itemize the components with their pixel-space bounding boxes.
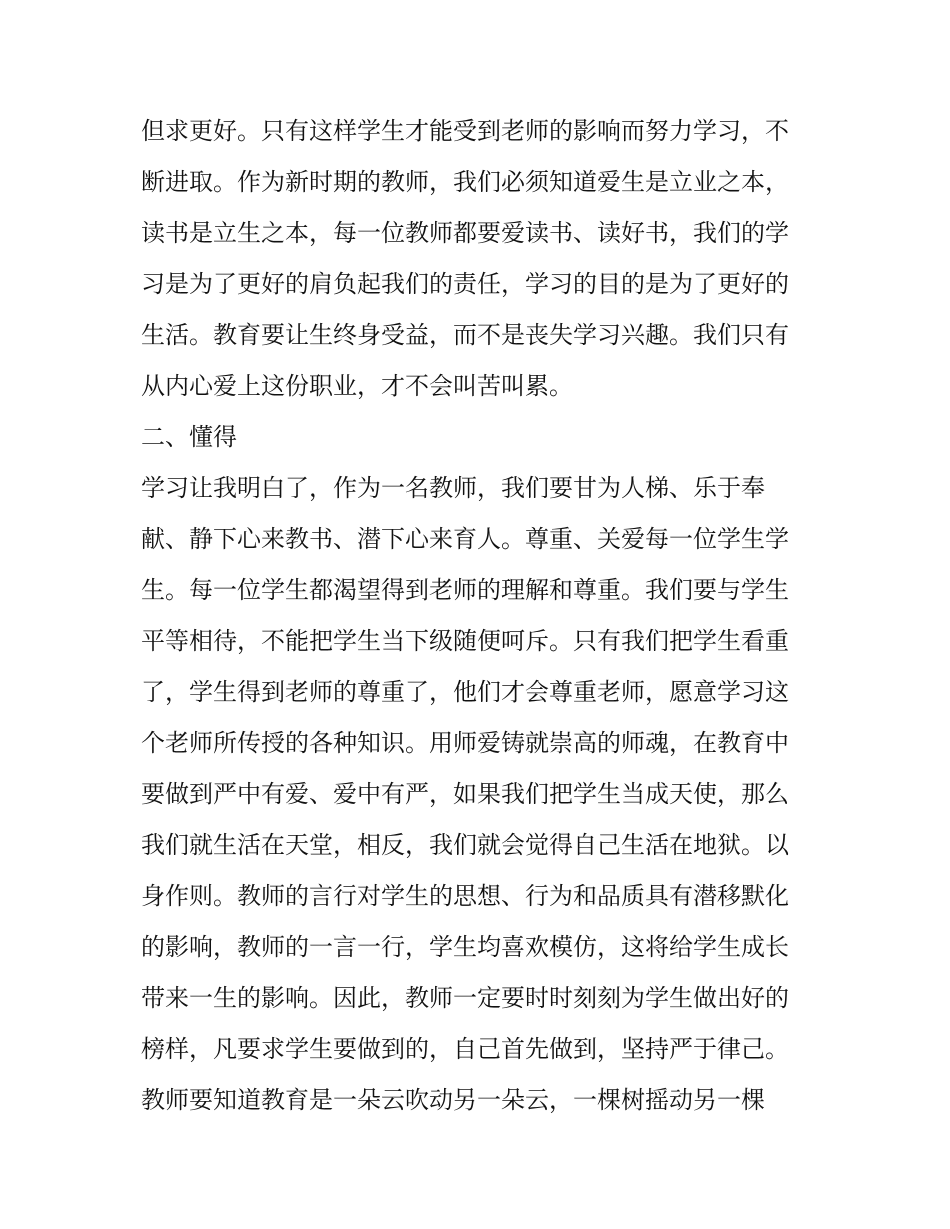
- text-line: 断进取。作为新时期的教师，我们必须知道爱生是立业之本，: [141, 168, 789, 196]
- text-line: 读书是立生之本，每一位教师都要爱读书、读好书，我们的学: [141, 219, 789, 247]
- text-line: 生活。教育要让生终身受益，而不是丧失学习兴趣。我们只有: [141, 321, 789, 349]
- text-line: 习是为了更好的肩负起我们的责任，学习的目的是为了更好的: [141, 270, 789, 298]
- body-text: [141, 106, 811, 1126]
- text-line: 我们就生活在天堂，相反，我们就会觉得自己生活在地狱。以: [141, 831, 789, 859]
- text-line: 榜样，凡要求学生要做到的，自己首先做到，坚持严于律己。: [141, 1035, 789, 1063]
- text-line: 从内心爱上这份职业，才不会叫苦叫累。: [141, 372, 573, 400]
- text-line: 身作则。教师的言行对学生的思想、行为和品质具有潜移默化: [141, 882, 789, 910]
- text-line: 平等相待，不能把学生当下级随便呵斥。只有我们把学生看重: [141, 627, 789, 655]
- text-line: 带来一生的影响。因此，教师一定要时时刻刻为学生做出好的: [141, 984, 789, 1012]
- text-line: 教师要知道教育是一朵云吹动另一朵云，一棵树摇动另一棵: [141, 1086, 765, 1114]
- text-line: 但求更好。只有这样学生才能受到老师的影响而努力学习，不: [141, 117, 789, 145]
- text-line: 的影响，教师的一言一行，学生均喜欢模仿，这将给学生成长: [141, 933, 789, 961]
- text-line: 个老师所传授的各种知识。用师爱铸就崇高的师魂，在教育中: [141, 729, 789, 757]
- section-heading: 二、懂得: [141, 423, 237, 451]
- text-line: 生。每一位学生都渴望得到老师的理解和尊重。我们要与学生: [141, 576, 789, 604]
- text-line: 学习让我明白了，作为一名教师，我们要甘为人梯、乐于奉: [141, 474, 765, 502]
- text-line: 了，学生得到老师的尊重了，他们才会尊重老师，愿意学习这: [141, 678, 789, 706]
- text-line: 要做到严中有爱、爱中有严，如果我们把学生当成天使，那么: [141, 780, 789, 808]
- text-line: 献、静下心来教书、潜下心来育人。尊重、关爱每一位学生学: [141, 525, 789, 553]
